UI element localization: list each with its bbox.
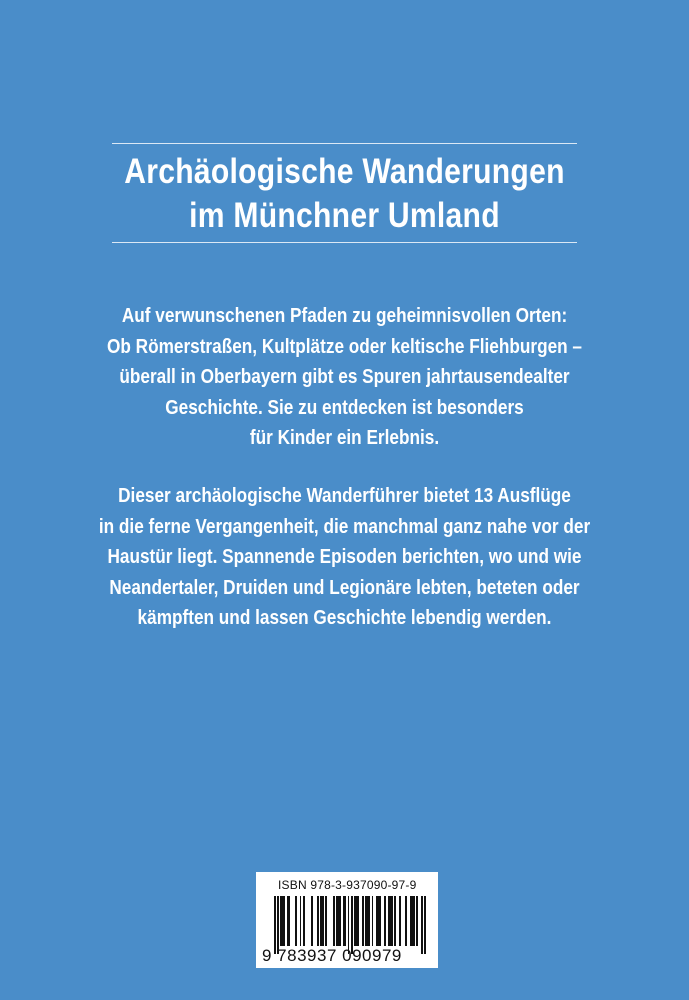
barcode-bar xyxy=(325,896,327,946)
title-line-1: Archäologische Wanderungen xyxy=(124,152,565,191)
barcode-bar xyxy=(288,896,290,946)
blurb-line: in die ferne Vergangenheit, die manchmal ganz nahe vor der xyxy=(98,515,591,538)
barcode-bar xyxy=(311,896,313,946)
barcode-bar xyxy=(340,896,342,946)
barcode-bar xyxy=(300,896,302,946)
barcode-bar xyxy=(399,896,401,946)
barcode-bar xyxy=(333,896,335,946)
barcode-bar xyxy=(362,896,364,946)
title-line-2: im Münchner Umland xyxy=(189,196,500,235)
book-title xyxy=(48,150,641,238)
barcode-bar xyxy=(380,896,382,946)
blurb-line: kämpften und lassen Geschichte lebendig werden. xyxy=(137,607,552,630)
barcode-bar xyxy=(357,896,359,946)
barcode-bar xyxy=(295,896,297,946)
blurb-line: Auf verwunschenen Pfaden zu geheimnisvollen Orten: xyxy=(121,305,568,327)
blurb-line: Ob Römerstraßen, Kultplätze oder keltische Fliehburgen – xyxy=(106,335,583,358)
barcode-bar xyxy=(416,896,418,946)
barcode-bar xyxy=(421,896,423,954)
blurb-line: überall in Oberbayern gibt es Spuren jahrtausendealter xyxy=(119,366,570,389)
blurb-line: Geschichte. Sie zu entdecken ist besonders xyxy=(165,396,524,419)
barcode-bar xyxy=(372,896,374,946)
blurb-line: Haustür liegt. Spannende Episoden berichten, wo und wie xyxy=(107,546,582,569)
barcode-bar xyxy=(391,896,393,946)
blurb-line: Neandertaler, Druiden und Legionäre lebten, beteten oder xyxy=(109,576,580,599)
blurb-line: für Kinder ein Erlebnis. xyxy=(249,427,440,450)
barcode-bar xyxy=(413,896,415,946)
barcode-bar xyxy=(424,896,426,954)
title-rule-bottom xyxy=(112,242,577,243)
barcode-bar xyxy=(405,896,407,946)
title-rule-top xyxy=(112,143,577,144)
barcode-bar xyxy=(384,896,386,946)
blurb-line: Dieser archäologische Wanderführer bietet 13 Ausflüge xyxy=(118,485,571,507)
blurb-paragraph-1 xyxy=(48,301,641,454)
barcode-digits: 9 783937 090979 xyxy=(262,946,402,965)
barcode-bar xyxy=(284,896,286,946)
barcode-bar xyxy=(368,896,370,946)
isbn-barcode xyxy=(256,872,438,968)
barcode-bar xyxy=(303,896,305,946)
barcode-bar xyxy=(322,896,324,946)
barcode-bar xyxy=(394,896,396,946)
barcode-bar xyxy=(317,896,319,946)
barcode-bar xyxy=(344,896,346,946)
barcode-bars xyxy=(274,896,426,946)
isbn-label: ISBN 978-3-937090-97-9 xyxy=(278,878,417,892)
blurb-paragraph-2 xyxy=(48,481,641,634)
